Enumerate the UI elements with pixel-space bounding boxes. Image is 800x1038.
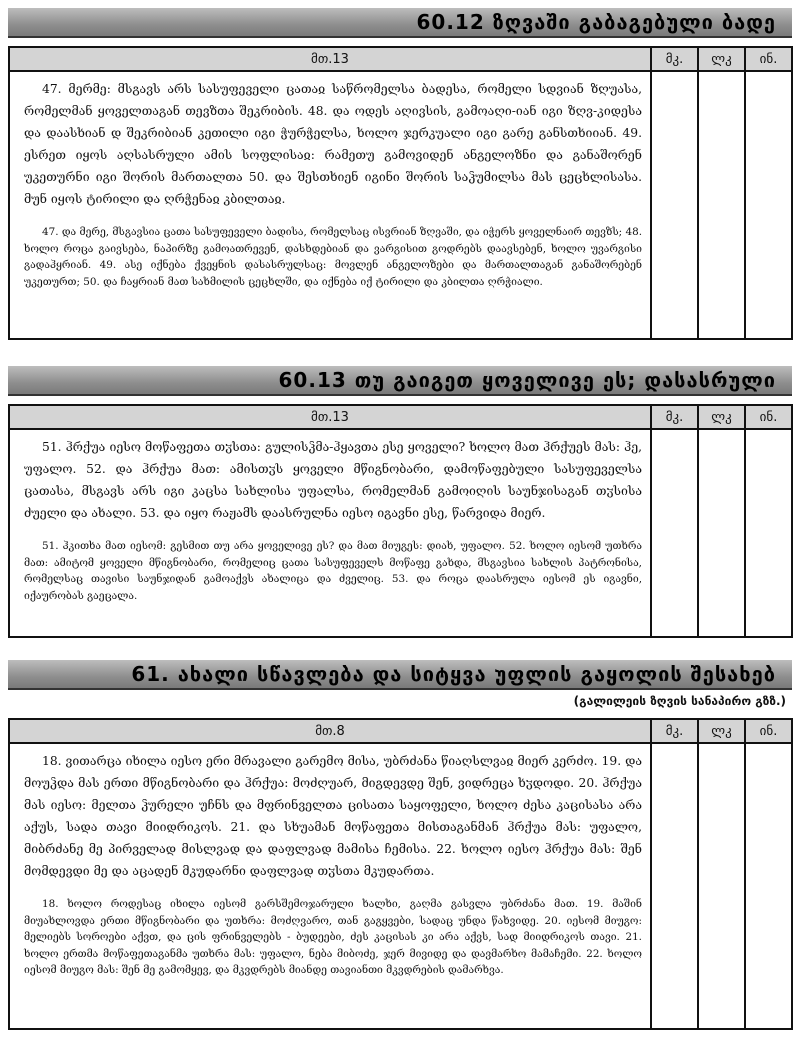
section-title: 61. ახალი სწავლება და სიტყვა უფლის გაყოლის შესახებ	[131, 662, 776, 686]
mark-cell	[651, 429, 698, 637]
luke-cell	[698, 743, 745, 1029]
col-header-matthew: მთ.13	[9, 405, 651, 429]
col-header-mark: მკ.	[651, 405, 698, 429]
modern-georgian-text: 51. ჰკითხა მათ იესომ: გესმით თუ არა ყოველივე ეს? და მათ მიუგეს: დიახ, უფალო. 52. ხოლო იესომ უთხრა მათ: ამიტომ ყოველი მწიგნობარი, რომელიც ცათა სასუფეველს მოწაფე გახდა, მსგავსია სახლის პატრონისა, რომელსაც თავისი საუნჯიდან გამოაქვს ახალიცა და ძველიც. 53. და როცა დაასრულა იესომ ეს იგავნი, იქაურობას გაეცალა.	[24, 540, 642, 602]
gospel-table	[8, 718, 793, 1030]
section-banner	[8, 660, 792, 690]
table-header-row	[9, 719, 792, 743]
john-cell	[745, 71, 792, 339]
col-header-luke: ლკ	[698, 405, 745, 429]
modern-georgian-text: 18. ხოლო როდესაც იხილა იესომ გარსშემოჯარული ხალხი, გაღმა გასვლა უბრძანა მათ. 19. მაშინ მიუახლოვდა ერთი მწიგნობარი და უთხრა: მოძღვარო, თან გაგყვები, სადაც უნდა წახვიდე. 20. იესომ მიუგო: მელიებს სოროები აქვთ, და ცის ფრინველებს - ბუდეები, ძეს კაცისას კი არა აქვს, სად მიიდრიკოს თავი. 21. ხოლო ერთმა მოწაფეთაგანმა უთხრა მას: უფალო, ნება მიბოძე, ჯერ მივიდე და დავმარხო მამაჩემი. 22. ხოლო იესომ მიუგო მას: შენ მე გამომყევ, და მკვდრებს მიანდე თავიანთი მკვდრების დამარხვა.	[24, 898, 642, 976]
old-georgian-text: 18. ვითარცა იხილა იესო ერი მრავალი გარემო მისა, უბრძანა წიაღსლვაჲ მიერ კერძო. 19. და მოუჴდა მას ერთი მწიგნობარი და ჰრქუა: მოძღუარ, მიგდევდე შენ, ვიდრეცა ხჳდოდი. 20. ჰრქუა მას იესო: მელთა ჴურელი უჩნს და მფრინველთა ცისათა საყოფელი, ხოლო ძესა კაცისასა არა აქუს, სადა თავი მიიდრიკოს. 21. და სხუამან მოწაფეთა მისთაგანმან ჰრქუა მას: უფალო, მიბრძანე მე პირველად მისლვად და დაფლვად მამისა ჩემისა. 22. ხოლო იესო ჰრქუა მას: შენ მომდევდი მე და აცადენ მკუდარნი დაფლვად თჳსთა მკუდართა.	[24, 754, 642, 878]
table-header-row	[9, 405, 792, 429]
mark-cell	[651, 71, 698, 339]
col-header-matthew: მთ.13	[9, 47, 651, 71]
matthew-cell	[9, 429, 651, 637]
col-header-luke: ლკ	[698, 719, 745, 743]
mark-cell	[651, 743, 698, 1029]
old-georgian-text: 47. მერმე: მსგავს არს სასუფეველი ცათაჲ საწრომელსა ბადესა, რომელი სდვიან ზღუასა, რომელმან ყოველთაგან თევზთა შეკრიბის. 48. და ოდეს აღივსის, გამოაღი-იან იგი ზღვ-კიდესა და დაასხიან დ შეკრიბიან კეთილი იგი ჭურჭელსა, ხოლო ჯერკუალი იგი გარე განსთხიიან. 49. ესრეთ იყოს აღსასრული ამის სოფლისაჲ: რამეთუ გამოვიდენ ანგელოზნი და განაშორენ უკეთურნი იგი შორის მართალთა 50. და შესთხიენ იგინი შორის საჴუმილსა მას ცეცხლისასა. მუნ იყოს ტირილი და ღრჭენაჲ კბილთაჲ.	[24, 82, 642, 206]
section-title: 60.13 თუ გაიგეთ ყოველივე ეს; დასასრული	[278, 368, 776, 392]
table-row	[9, 71, 792, 339]
col-header-mark: მკ.	[651, 719, 698, 743]
section-banner	[8, 366, 792, 396]
table-header-row	[9, 47, 792, 71]
matthew-cell	[9, 743, 651, 1029]
col-header-luke: ლკ	[698, 47, 745, 71]
section-title: 60.12 ზღვაში გაბაგებული ბადე	[416, 10, 776, 34]
col-header-matthew: მთ.8	[9, 719, 651, 743]
col-header-john: ინ.	[745, 719, 792, 743]
gospel-table	[8, 404, 793, 638]
modern-georgian-text: 47. და მერე, მსგავსია ცათა სასუფეველი ბადისა, რომელსაც ისვრიან ზღვაში, და იჭერს ყოველნაირ თევზს; 48. ხოლო როცა გაივსება, ნაპირზე გამოათრევენ, დასხდებიან და ვარგისით გოდრებს დაავსებენ, ხოლო უვარგისი გადაჰყრიან. 49. ასე იქნება ქვეყნის დასასრულსაც: მოვლენ ანგელოზები და მართალთაგან განაშორებენ უკეთურთ; 50. და ჩაყრიან მათ სახმილის ცეცხლში, და იქნება იქ ტირილი და კბილთა ღრჭიალი.	[24, 226, 642, 288]
luke-cell	[698, 71, 745, 339]
section-banner	[8, 8, 792, 38]
old-georgian-text: 51. ჰრქუა იესო მოწაფეთა თჳსთა: გულისჴმა-ჰყავთა ესე ყოველი? ხოლო მათ ჰრქუეს მას: ჰე, უფალო. 52. და ჰრქუა მათ: ამისთჳს ყოველი მწიგნობარი, დამოწაფებული სასუფეველსა ცათასა, მსგავს არს იგი კაცსა სახლისა უფალსა, რომელმან გამოიღის საუნჯისაგან თჳსისა ძუელი და ახალი. 53. და იყო რაჟამს დაასრულნა იესო იგავნი ესე, წარვიდა მიერ.	[24, 440, 642, 520]
luke-cell	[698, 429, 745, 637]
table-row	[9, 743, 792, 1029]
table-row	[9, 429, 792, 637]
john-cell	[745, 743, 792, 1029]
col-header-john: ინ.	[745, 405, 792, 429]
john-cell	[745, 429, 792, 637]
col-header-john: ინ.	[745, 47, 792, 71]
gospel-table	[8, 46, 793, 340]
matthew-cell	[9, 71, 651, 339]
col-header-mark: მკ.	[651, 47, 698, 71]
section-subtitle: (გალილეის ზღვის სანაპირო გზზ.)	[573, 694, 786, 708]
